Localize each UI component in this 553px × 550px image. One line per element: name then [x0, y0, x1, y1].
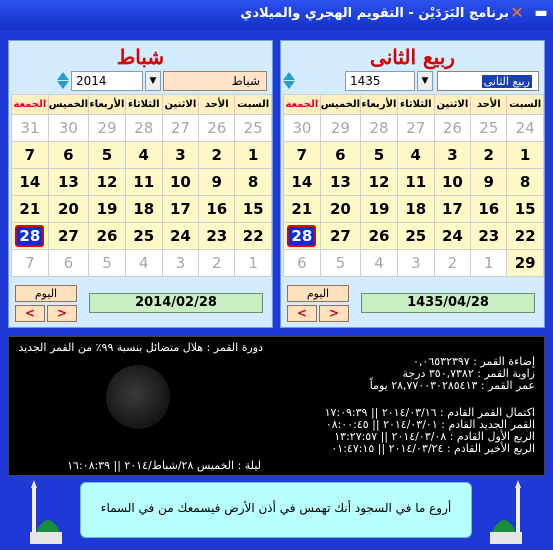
- calendar-day-cell[interactable]: 4: [125, 142, 162, 169]
- moon-angle-text: زاوية القمر : ٣٥٠,٧٣٨٢ درجة: [402, 367, 535, 380]
- gregorian-date-display: 2014/02/28: [89, 293, 263, 313]
- hijri-month-selected: ربيع الثانى: [483, 75, 530, 88]
- next-new-moon-text: القمر الجديد القادم : ٢٠١٤/٠٣/٠١ || ٠٨:٠٠:٤٥: [325, 418, 535, 431]
- calendar-day-cell[interactable]: 6: [320, 142, 360, 169]
- quote-text: أروع ما في السجود أنك تهمس في أذن الأرض فيسمعك من في السماء: [100, 501, 452, 515]
- weekday-header: الاثنين: [162, 95, 199, 115]
- calendar-week-row: [284, 115, 544, 142]
- calendar-week-row: [12, 142, 272, 169]
- calendar-week-row: [284, 223, 544, 250]
- calendar-day-cell[interactable]: 28: [125, 115, 162, 142]
- calendar-day-cell[interactable]: 12: [89, 169, 126, 196]
- calendar-day-cell[interactable]: 22: [507, 223, 544, 250]
- chevron-down-icon[interactable]: ▼: [145, 71, 161, 91]
- calendar-day-cell[interactable]: 26: [89, 223, 126, 250]
- calendar-day-cell[interactable]: 27: [162, 115, 199, 142]
- calendar-day-cell[interactable]: 14: [284, 169, 321, 196]
- calendar-day-cell[interactable]: 2: [471, 142, 507, 169]
- calendar-day-cell[interactable]: 7: [284, 142, 321, 169]
- calendar-day-cell[interactable]: 11: [125, 169, 162, 196]
- weekday-header: الأربعاء: [89, 95, 126, 115]
- weekday-header: الأحد: [199, 95, 235, 115]
- calendar-day-cell[interactable]: 3: [162, 250, 199, 277]
- calendar-day-cell[interactable]: 2: [434, 250, 471, 277]
- calendar-week-row: [284, 250, 544, 277]
- calendar-day-cell[interactable]: 5: [89, 142, 126, 169]
- weekday-header: الثلاثاء: [125, 95, 162, 115]
- window-title: برنامج البَرَدَيْن - التقويم الهجري والميلادي: [240, 6, 509, 21]
- hijri-year-input[interactable]: 1435: [345, 71, 415, 91]
- calendar-day-cell[interactable]: 17: [434, 196, 471, 223]
- gregorian-month-title: شباط: [116, 45, 165, 69]
- calendar-day-cell[interactable]: 4: [125, 250, 162, 277]
- calendar-day-cell[interactable]: 18: [397, 196, 434, 223]
- night-info-text: ليلة : الخميس ٢٨/شباط/٢٠١٤ || ١٦:٠٨:٣٩: [67, 459, 261, 472]
- weekday-header: السبت: [507, 95, 544, 115]
- calendar-week-row: [12, 223, 272, 250]
- mosque-icon: [22, 480, 62, 544]
- quote-box: [80, 482, 472, 538]
- hijri-month-title: ربيع الثانى: [370, 45, 455, 69]
- title-bar: [0, 0, 553, 30]
- hijri-next-button[interactable]: >: [319, 305, 349, 322]
- calendar-day-cell[interactable]: 26: [434, 115, 471, 142]
- calendar-day-cell[interactable]: [12, 223, 49, 250]
- calendar-day-cell[interactable]: 6: [48, 142, 88, 169]
- weekday-header: الثلاثاء: [397, 95, 434, 115]
- calendar-day-cell[interactable]: 8: [507, 169, 544, 196]
- hijri-today-button[interactable]: اليوم: [287, 285, 349, 302]
- minimize-icon[interactable]: ▬: [534, 5, 548, 21]
- calendar-day-cell[interactable]: 23: [471, 223, 507, 250]
- calendar-day-cell[interactable]: 21: [284, 196, 321, 223]
- calendar-day-cell[interactable]: 10: [162, 169, 199, 196]
- weekday-header: الاثنين: [434, 95, 471, 115]
- calendar-day-cell[interactable]: 28: [361, 115, 398, 142]
- calendar-day-cell[interactable]: 8: [235, 169, 272, 196]
- calendar-day-cell[interactable]: 24: [507, 115, 544, 142]
- calendar-day-cell[interactable]: 6: [284, 250, 321, 277]
- calendar-day-cell[interactable]: 6: [48, 250, 88, 277]
- calendar-day-cell[interactable]: 19: [89, 196, 126, 223]
- mosque-icon: [490, 480, 530, 544]
- calendar-day-cell[interactable]: 5: [320, 250, 360, 277]
- calendar-day-cell[interactable]: 2: [199, 250, 235, 277]
- gregorian-year-input[interactable]: 2014: [71, 71, 143, 91]
- calendar-day-cell[interactable]: 1: [235, 142, 272, 169]
- gregorian-month-select[interactable]: شباط: [163, 71, 267, 91]
- weekday-header-row: [284, 95, 544, 115]
- calendar-day-cell[interactable]: 24: [162, 223, 199, 250]
- calendar-day-cell[interactable]: 24: [434, 223, 471, 250]
- calendar-day-cell[interactable]: 25: [397, 223, 434, 250]
- gregorian-prev-button[interactable]: <: [15, 305, 45, 322]
- calendar-day-cell[interactable]: 17: [162, 196, 199, 223]
- hijri-date-display: 1435/04/28: [361, 293, 535, 313]
- calendar-day-cell[interactable]: 1: [471, 250, 507, 277]
- calendar-day-cell[interactable]: 11: [397, 169, 434, 196]
- weekday-header-row: [12, 95, 272, 115]
- hijri-calendar-panel: [280, 40, 545, 328]
- hijri-controls: [283, 71, 541, 91]
- calendar-day-cell[interactable]: 25: [125, 223, 162, 250]
- calendar-day-cell[interactable]: 12: [361, 169, 398, 196]
- arrow-up-icon[interactable]: [57, 72, 69, 80]
- calendar-day-cell[interactable]: 7: [12, 250, 49, 277]
- calendar-day-cell[interactable]: 3: [162, 142, 199, 169]
- selected-day: 28: [287, 225, 316, 247]
- calendar-day-cell[interactable]: 10: [434, 169, 471, 196]
- weekday-header: الجمعة: [12, 95, 49, 115]
- calendar-week-row: [284, 142, 544, 169]
- selected-day: 28: [15, 225, 44, 247]
- arrow-down-icon[interactable]: [283, 81, 295, 89]
- weekday-header: الأربعاء: [361, 95, 398, 115]
- calendar-day-cell[interactable]: 5: [89, 250, 126, 277]
- next-last-quarter-text: الربع الأخير القادم : ٢٠١٤/٠٣/٢٤ || ٠١:٤٧:١٥: [331, 442, 535, 455]
- gregorian-calendar-panel: [8, 40, 273, 328]
- gregorian-next-button[interactable]: >: [47, 305, 77, 322]
- calendar-day-cell[interactable]: 25: [235, 115, 272, 142]
- calendar-day-cell[interactable]: 20: [320, 196, 360, 223]
- chevron-down-icon[interactable]: ▼: [417, 71, 433, 91]
- arrow-up-icon[interactable]: [283, 72, 295, 80]
- calendar-day-cell[interactable]: 18: [125, 196, 162, 223]
- gregorian-year-spinner[interactable]: [57, 71, 69, 91]
- calendar-week-row: [284, 196, 544, 223]
- calendar-day-cell[interactable]: 9: [471, 169, 507, 196]
- calendar-day-cell[interactable]: 29: [89, 115, 126, 142]
- calendar-day-cell[interactable]: 7: [12, 142, 49, 169]
- calendar-day-cell[interactable]: 31: [12, 115, 49, 142]
- calendar-day-cell[interactable]: 29: [320, 115, 360, 142]
- next-full-moon-text: اكتمال القمر القادم : ٢٠١٤/٠٣/١٦ || ١٧:٠٩:٣٩: [324, 406, 535, 419]
- calendar-day-cell[interactable]: 30: [284, 115, 321, 142]
- calendar-day-cell[interactable]: 27: [397, 115, 434, 142]
- calendar-day-cell[interactable]: 14: [12, 169, 49, 196]
- calendar-day-cell[interactable]: 27: [320, 223, 360, 250]
- calendar-day-cell[interactable]: 1: [235, 250, 272, 277]
- calendar-day-cell[interactable]: 3: [434, 142, 471, 169]
- gregorian-controls: [57, 71, 269, 91]
- hijri-prev-button[interactable]: <: [287, 305, 317, 322]
- calendar-day-cell[interactable]: 26: [199, 115, 235, 142]
- calendar-day-cell[interactable]: 15: [507, 196, 544, 223]
- calendar-day-cell[interactable]: 26: [361, 223, 398, 250]
- gregorian-calendar-grid: [11, 94, 272, 277]
- arrow-down-icon[interactable]: [57, 81, 69, 89]
- moon-image: [106, 365, 170, 429]
- gregorian-today-button[interactable]: اليوم: [15, 285, 77, 302]
- hijri-calendar-grid: [283, 94, 544, 277]
- calendar-day-cell[interactable]: 3: [397, 250, 434, 277]
- calendar-day-cell[interactable]: 16: [471, 196, 507, 223]
- calendar-day-cell[interactable]: 27: [48, 223, 88, 250]
- calendar-day-cell[interactable]: 16: [199, 196, 235, 223]
- moon-cycle-text: دورة القمر : هلال متضائل بنسبة ٩٩٪ من القمر الجديد: [18, 341, 263, 354]
- moon-illumination-text: إضاءة القمر : ٠,٠٦٥٣٢٣٩٧: [413, 355, 535, 368]
- calendar-day-cell[interactable]: 13: [48, 169, 88, 196]
- weekday-header: الخميس: [320, 95, 360, 115]
- weekday-header: الجمعة: [284, 95, 321, 115]
- weekday-header: الخميس: [48, 95, 88, 115]
- calendar-week-row: [12, 250, 272, 277]
- calendar-day-cell[interactable]: 9: [199, 169, 235, 196]
- calendar-week-row: [284, 169, 544, 196]
- calendar-day-cell[interactable]: 2: [199, 142, 235, 169]
- close-icon[interactable]: ✕: [510, 3, 524, 22]
- calendar-day-cell[interactable]: 22: [235, 223, 272, 250]
- moon-age-text: عمر القمر : ٢٨,٧٧٠٠٣٠٢٨٥٤١٣ يوماً: [369, 379, 535, 392]
- calendar-day-cell[interactable]: 20: [48, 196, 88, 223]
- calendar-week-row: [12, 169, 272, 196]
- weekday-header: السبت: [235, 95, 272, 115]
- calendar-day-cell[interactable]: 29: [507, 250, 544, 277]
- calendar-day-cell[interactable]: 13: [320, 169, 360, 196]
- next-first-quarter-text: الربع الأول القادم : ٢٠١٤/٠٣/٠٨ || ١٣:٢٧:٥٧: [334, 430, 535, 443]
- calendar-day-cell[interactable]: 4: [361, 250, 398, 277]
- calendar-day-cell[interactable]: 1: [507, 142, 544, 169]
- calendar-week-row: [12, 196, 272, 223]
- calendar-week-row: [12, 115, 272, 142]
- hijri-month-select[interactable]: [437, 71, 539, 91]
- calendar-day-cell[interactable]: 19: [361, 196, 398, 223]
- calendar-day-cell[interactable]: 23: [199, 223, 235, 250]
- calendar-day-cell[interactable]: 30: [48, 115, 88, 142]
- calendar-day-cell[interactable]: 21: [12, 196, 49, 223]
- calendar-day-cell[interactable]: 5: [361, 142, 398, 169]
- calendar-day-cell[interactable]: 15: [235, 196, 272, 223]
- calendar-day-cell[interactable]: 4: [397, 142, 434, 169]
- weekday-header: الأحد: [471, 95, 507, 115]
- calendar-day-cell[interactable]: 25: [471, 115, 507, 142]
- calendar-day-cell[interactable]: [284, 223, 321, 250]
- hijri-year-spinner[interactable]: [283, 71, 295, 91]
